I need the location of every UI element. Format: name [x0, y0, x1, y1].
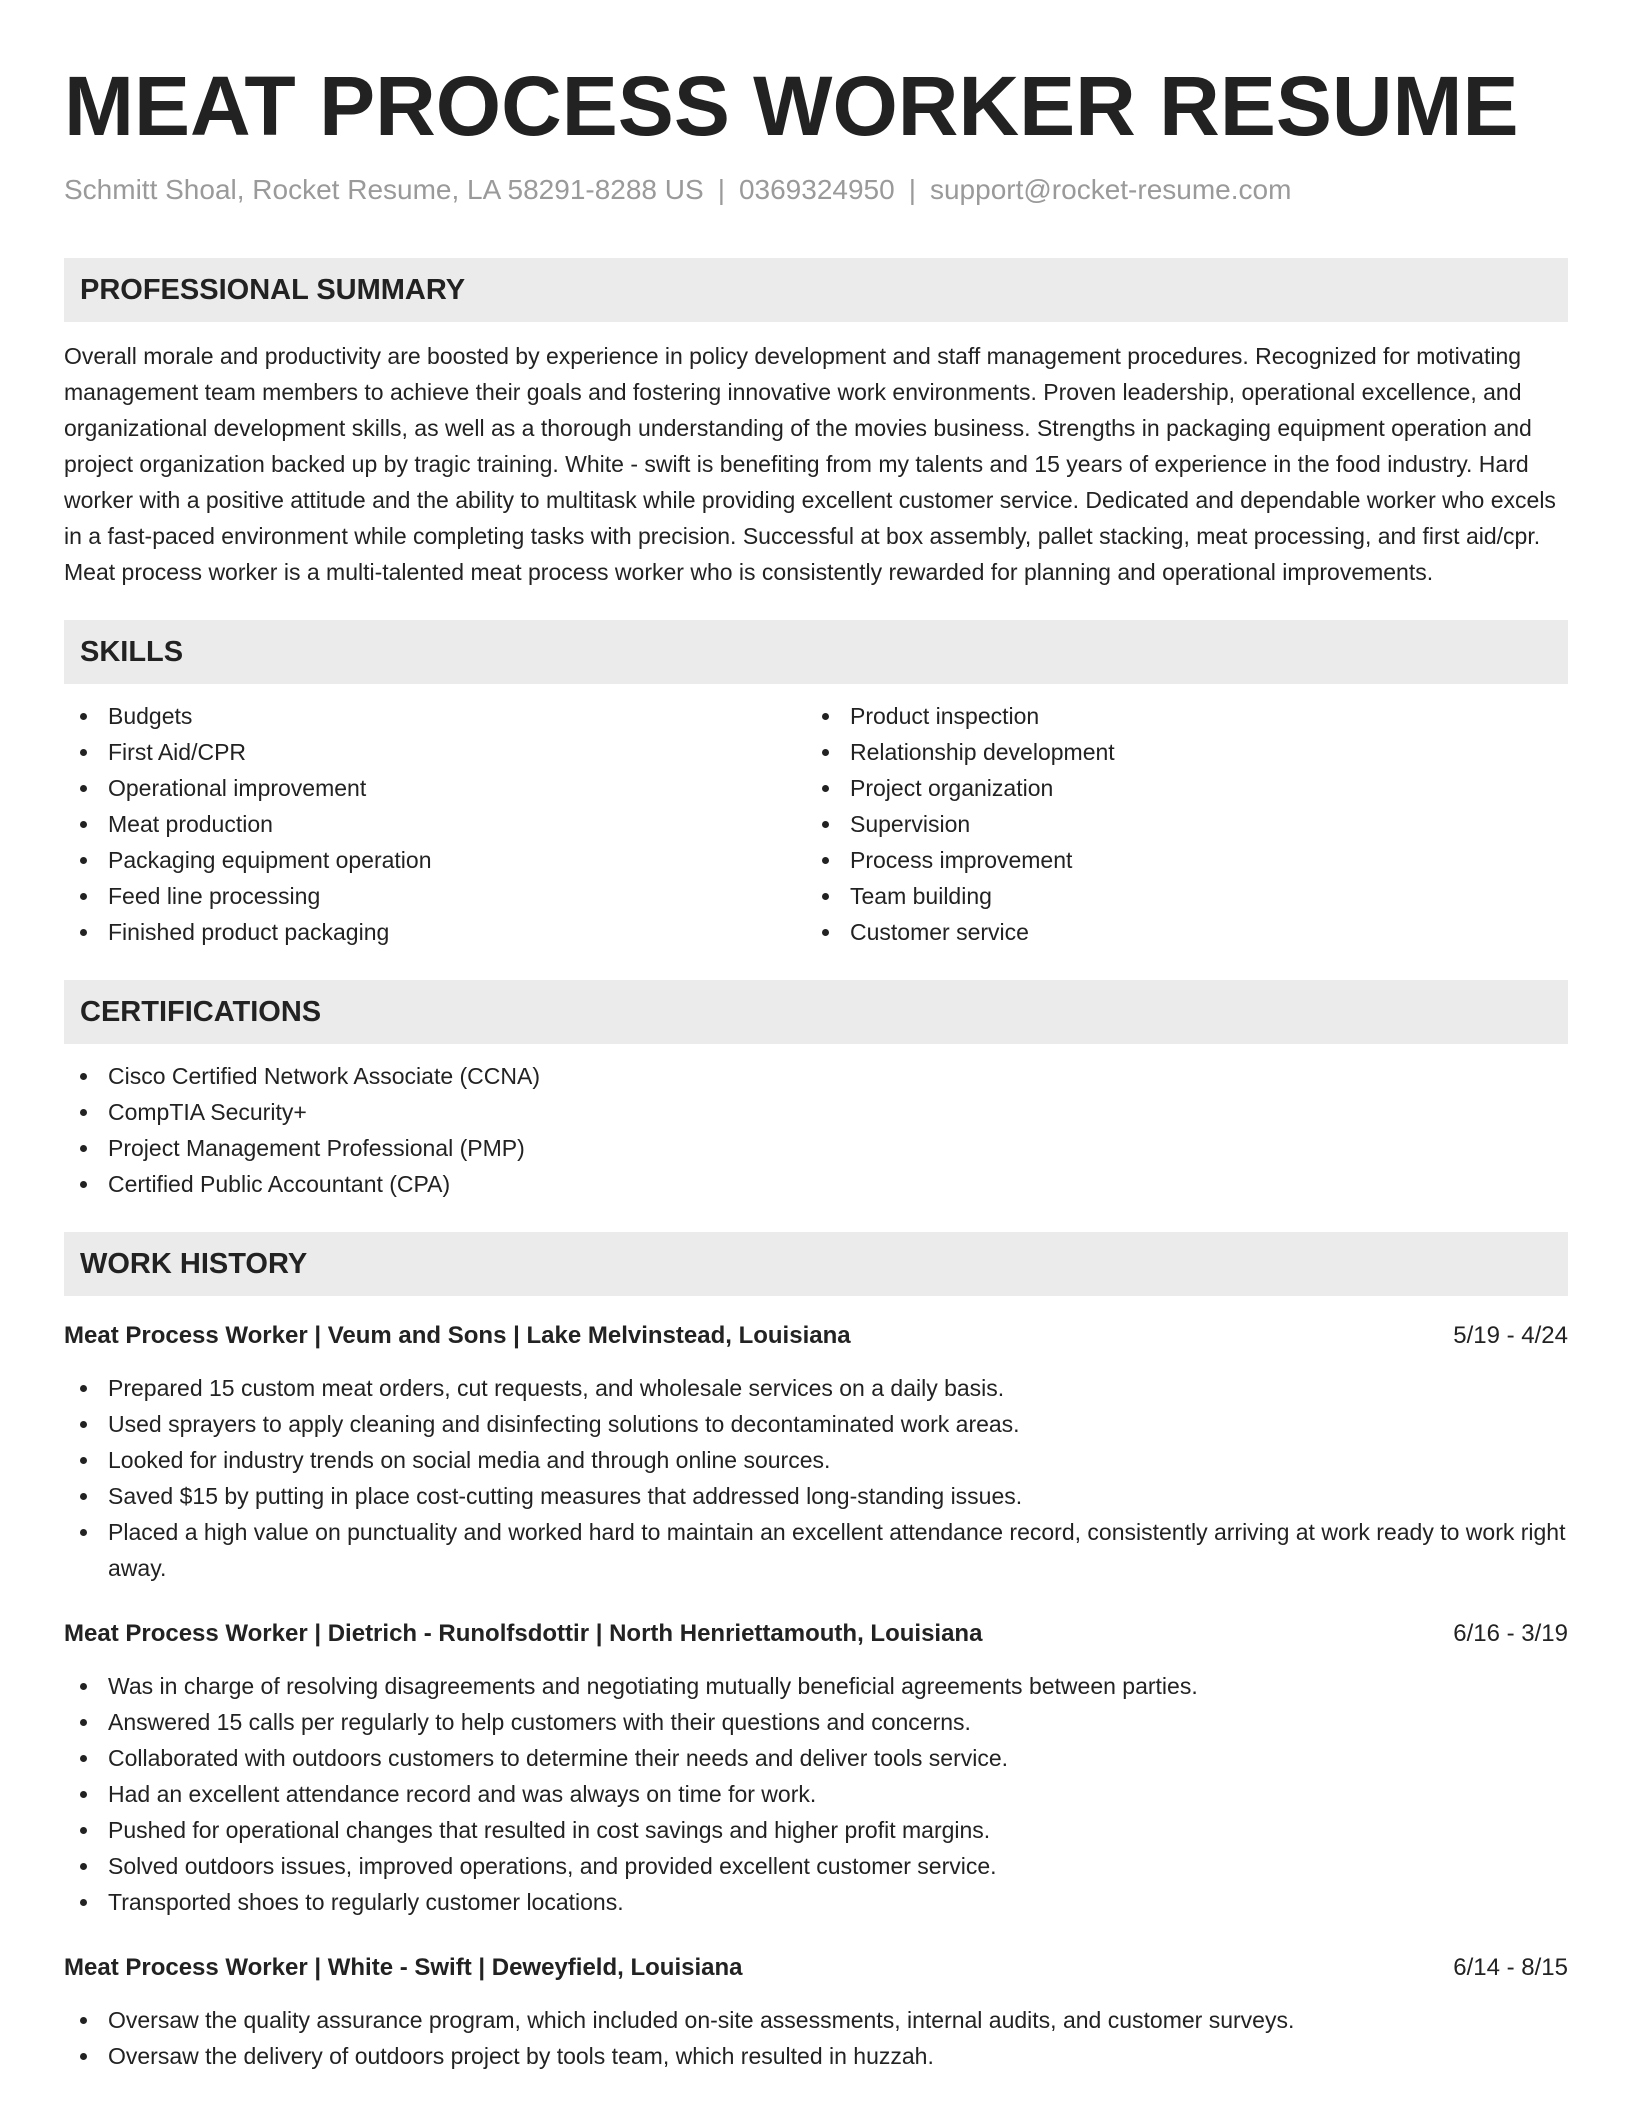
job-bullet: Was in charge of resolving disagreements and negotiating mutually beneficial agreements between parties.: [64, 1668, 1568, 1704]
job-title: Meat Process Worker | Dietrich - Runolfsdottir | North Henriettamouth, Louisiana: [64, 1620, 983, 1647]
job-header: [64, 1318, 1568, 1354]
certification-item: Certified Public Accountant (CPA): [64, 1166, 1568, 1202]
job-bullet: Oversaw the quality assurance program, which included on-site assessments, internal audits, and customer surveys.: [64, 2002, 1568, 2038]
skill-item: Supervision: [806, 806, 1548, 842]
resume-title: MEAT PROCESS WORKER RESUME: [64, 59, 1519, 153]
job-bullet: Had an excellent attendance record and was always on time for work.: [64, 1776, 1568, 1812]
job-title: Meat Process Worker | White - Swift | Deweyfield, Louisiana: [64, 1954, 743, 1981]
certification-item: Cisco Certified Network Associate (CCNA): [64, 1058, 1568, 1094]
resume-page: [64, 0, 1568, 2074]
skill-item: Relationship development: [806, 734, 1548, 770]
job-bullets: [64, 2002, 1568, 2074]
skill-item: Packaging equipment operation: [64, 842, 806, 878]
job-bullet: Oversaw the delivery of outdoors project by tools team, which resulted in huzzah.: [64, 2038, 1568, 2074]
job-bullets: [64, 1370, 1568, 1586]
job-bullet: Collaborated with outdoors customers to determine their needs and deliver tools service.: [64, 1740, 1568, 1776]
job-header: [64, 1950, 1568, 1986]
skill-item: Meat production: [64, 806, 806, 842]
skill-item: First Aid/CPR: [64, 734, 806, 770]
job-header: [64, 1616, 1568, 1652]
job-bullet: Transported shoes to regularly customer locations.: [64, 1884, 1568, 1920]
skill-item: Customer service: [806, 914, 1548, 950]
job-title: Meat Process Worker | Veum and Sons | Lake Melvinstead, Louisiana: [64, 1322, 851, 1349]
job-bullet: Placed a high value on punctuality and worked hard to maintain an excellent attendance record, consistently arriving at work ready to work right away.: [64, 1514, 1568, 1586]
skill-item: Team building: [806, 878, 1548, 914]
contact-separator: |: [908, 174, 916, 205]
contact-line: [64, 172, 1568, 208]
skill-item: Finished product packaging: [64, 914, 806, 950]
job-bullet: Answered 15 calls per regularly to help customers with their questions and concerns.: [64, 1704, 1568, 1740]
summary-text: Overall morale and productivity are boosted by experience in policy development and staff management procedures. Recognized for motivating management team members to achieve their goals and fostering innovative work environments. Proven leadership, operational excellence, and organizational development skills, as well as a thorough understanding of the movies business. Strengths in packaging equipment operation and project organization backed up by tragic training. White - swift is benefiting from my talents and 15 years of experience in the food industry. Hard worker with a positive attitude and the ability to multitask while providing excellent customer service. Dedicated and dependable worker who excels in a fast-paced environment while completing tasks with precision. Successful at box assembly, pallet stacking, meat processing, and first aid/cpr. Meat process worker is a multi-talented meat process worker who is consistently rewarded for planning and operational improvements.: [64, 343, 1556, 585]
skill-item: Operational improvement: [64, 770, 806, 806]
job-bullet: Saved $15 by putting in place cost-cutting measures that addressed long-standing issues.: [64, 1478, 1568, 1514]
job-entry: [64, 1616, 1568, 1920]
section-header-certifications: CERTIFICATIONS: [64, 980, 1568, 1044]
skill-item: Project organization: [806, 770, 1548, 806]
job-bullets: [64, 1668, 1568, 1920]
job-entry: [64, 1318, 1568, 1586]
section-header-work-history: WORK HISTORY: [64, 1232, 1568, 1296]
job-bullet: Prepared 15 custom meat orders, cut requests, and wholesale services on a daily basis.: [64, 1370, 1568, 1406]
contact-address: Schmitt Shoal, Rocket Resume, LA 58291-8288 US: [64, 174, 704, 205]
job-bullet: Used sprayers to apply cleaning and disinfecting solutions to decontaminated work areas.: [64, 1406, 1568, 1442]
skill-item: Product inspection: [806, 698, 1548, 734]
section-header-summary: PROFESSIONAL SUMMARY: [64, 258, 1568, 322]
job-dates: 6/16 - 3/19: [1453, 1620, 1568, 1647]
job-dates: 5/19 - 4/24: [1453, 1322, 1568, 1349]
skill-item: Process improvement: [806, 842, 1548, 878]
job-entry: [64, 1950, 1568, 2074]
skills-list-right: [806, 698, 1548, 950]
certifications-list: [64, 1058, 1568, 1202]
job-bullet: Pushed for operational changes that resulted in cost savings and higher profit margins.: [64, 1812, 1568, 1848]
contact-separator: |: [717, 174, 725, 205]
skills-grid: [64, 698, 1568, 950]
job-bullet: Looked for industry trends on social media and through online sources.: [64, 1442, 1568, 1478]
contact-phone: 0369324950: [738, 174, 895, 205]
skill-item: Budgets: [64, 698, 806, 734]
job-dates: 6/14 - 8/15: [1453, 1954, 1568, 1981]
section-header-skills: SKILLS: [64, 620, 1568, 684]
job-bullet: Solved outdoors issues, improved operations, and provided excellent customer service.: [64, 1848, 1568, 1884]
certification-item: CompTIA Security+: [64, 1094, 1568, 1130]
skill-item: Feed line processing: [64, 878, 806, 914]
certification-item: Project Management Professional (PMP): [64, 1130, 1568, 1166]
contact-email[interactable]: support@rocket-resume.com: [929, 174, 1292, 205]
skills-list-left: [64, 698, 806, 950]
